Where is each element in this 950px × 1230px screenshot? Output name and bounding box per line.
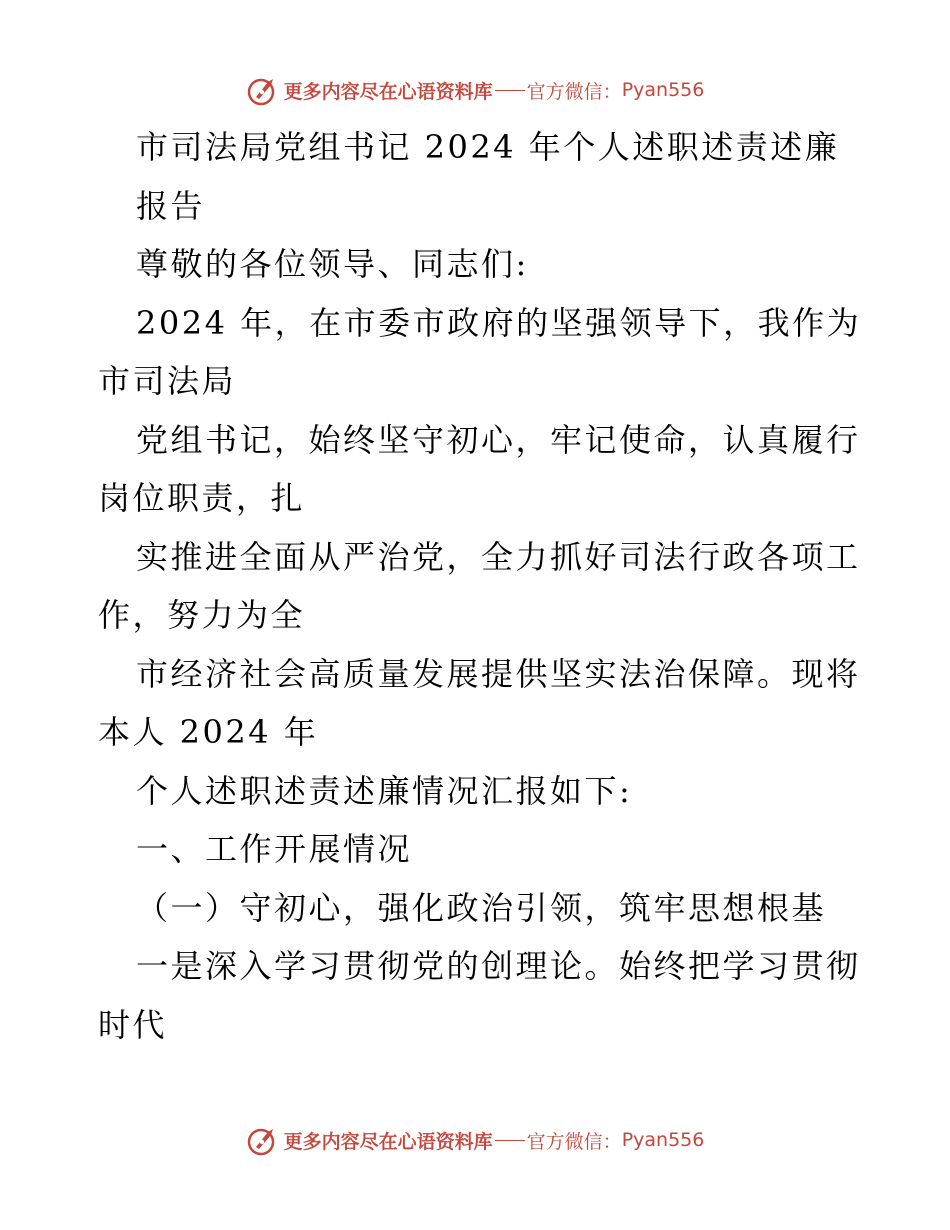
paragraph-line: 岗位职责，扎 (98, 479, 306, 517)
document-body (98, 118, 862, 1054)
watermark-main-text: 更多内容尽在心语资料库 (283, 1130, 493, 1153)
paragraph-line: 党组书记，始终坚守初心，牢记使命，认真履行 (136, 420, 861, 459)
watermark-sub-id: Pyan556 (621, 1129, 705, 1151)
paragraph-line: 本人 2024 年 (98, 713, 319, 751)
document-title-line-2: 报告 (136, 186, 206, 225)
paragraph-line: 个人述职述责述廉情况汇报如下: (136, 771, 633, 810)
paragraph-line: 市司法局 (98, 362, 237, 400)
paragraph-line: 一是深入学习贯彻党的创理论。始终把学习贯彻 (136, 947, 861, 985)
paragraph-line: 实推进全面从严治党，全力抓好司法行政各项工 (136, 537, 861, 576)
watermark-sub-label: 官方微信： (526, 80, 622, 103)
watermark-banner-top (0, 70, 950, 110)
watermark-main-text: 更多内容尽在心语资料库 (283, 80, 493, 103)
salutation-line: 尊敬的各位领导、同志们: (136, 245, 529, 283)
paragraph-line: 作，努力为全 (98, 596, 306, 634)
section-heading: 一、工作开展情况 (136, 830, 413, 868)
watermark-sub-id: Pyan556 (621, 79, 705, 101)
document-title-line-1: 市司法局党组书记 2024 年个人述职述责述廉 (136, 128, 840, 166)
pen-nib-circle-icon (246, 73, 280, 107)
pen-nib-circle-icon (246, 1123, 280, 1157)
paragraph-line: 时代 (98, 1005, 168, 1044)
watermark-banner-bottom (0, 1120, 950, 1160)
paragraph-line: 市经济社会高质量发展提供坚实法治保障。现将 (136, 654, 861, 693)
paragraph-line: 2024 年，在市委市政府的坚强领导下，我作为 (136, 303, 862, 342)
watermark-sub-label: 官方微信： (526, 1130, 622, 1153)
watermark-dash (495, 1140, 525, 1141)
subsection-heading: （一）守初心，强化政治引领，筑牢思想根基 (136, 888, 827, 927)
watermark-dash (495, 90, 525, 91)
